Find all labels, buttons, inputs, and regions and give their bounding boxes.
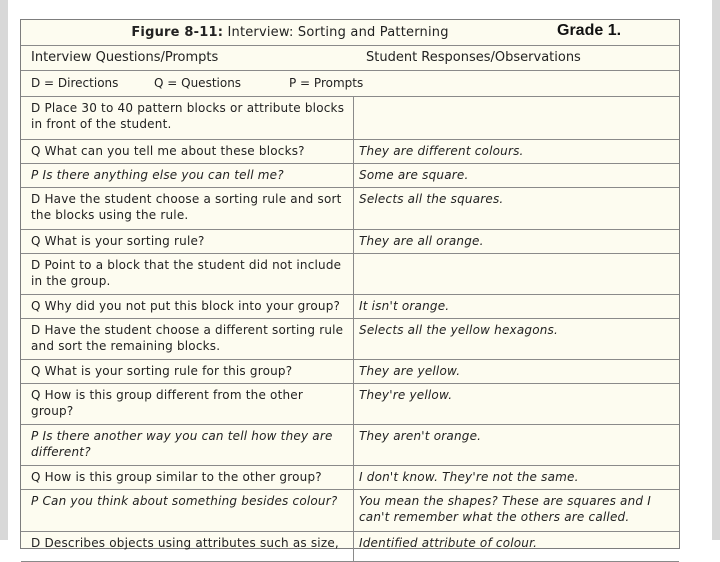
- column-headers: [21, 46, 679, 71]
- question-cell: Q How is this group different from the other group?: [21, 384, 354, 424]
- table-row: [21, 97, 679, 140]
- response-cell: Selects all the squares.: [359, 192, 504, 206]
- legend-questions: Q = Questions: [154, 76, 242, 90]
- response-cell: They are yellow.: [359, 364, 461, 378]
- question-cell: D Place 30 to 40 pattern blocks or attribute blocks in front of the student.: [21, 97, 354, 139]
- question-cell: P Is there anything else you can tell me?: [21, 164, 354, 187]
- left-border: [0, 0, 8, 540]
- response-cell: Identified attribute of colour.: [359, 536, 538, 550]
- response-cell: They aren't orange.: [359, 429, 482, 443]
- table-row: [21, 319, 679, 360]
- interview-sheet: [20, 19, 680, 549]
- question-cell: Q What is your sorting rule?: [21, 230, 354, 253]
- table-row: [21, 188, 679, 230]
- question-cell: D Describes objects using attributes such as size,: [21, 532, 354, 561]
- response-cell: They are all orange.: [359, 234, 484, 248]
- legend-prompts: P = Prompts: [289, 76, 364, 90]
- table-row: [21, 254, 679, 295]
- table-row: [21, 466, 679, 490]
- question-cell: Q Why did you not put this block into your group?: [21, 295, 354, 318]
- table-row: [21, 140, 679, 164]
- response-cell: [354, 254, 679, 294]
- question-cell: D Have the student choose a different sorting rule and sort the remaining blocks.: [21, 319, 354, 359]
- response-cell: They are different colours.: [359, 144, 524, 158]
- response-cell: I don't know. They're not the same.: [359, 470, 579, 484]
- question-cell: Q What is your sorting rule for this group?: [21, 360, 354, 383]
- response-cell: Selects all the yellow hexagons.: [359, 323, 559, 337]
- responses-column-header: Student Responses/Observations: [366, 50, 581, 65]
- response-cell: They're yellow.: [359, 388, 453, 402]
- interview-rows: [21, 97, 679, 562]
- table-row: [21, 230, 679, 254]
- question-cell: D Point to a block that the student did not include in the group.: [21, 254, 354, 294]
- table-row: [21, 164, 679, 188]
- table-row: [21, 425, 679, 466]
- right-border: [712, 0, 720, 540]
- grade-label: Grade 1.: [557, 22, 622, 39]
- table-row: [21, 532, 679, 562]
- response-cell: It isn't orange.: [359, 299, 450, 313]
- question-cell: Q What can you tell me about these blocks?: [21, 140, 354, 163]
- question-cell: D Have the student choose a sorting rule and sort the blocks using the rule.: [21, 188, 354, 229]
- response-cell: [354, 97, 679, 139]
- figure-number: Figure 8-11:: [131, 25, 224, 40]
- table-row: [21, 384, 679, 425]
- question-cell: P Is there another way you can tell how they are different?: [21, 425, 354, 465]
- question-cell: P Can you think about something besides colour?: [21, 490, 354, 531]
- response-cell: Some are square.: [359, 168, 469, 182]
- legend-directions: D = Directions: [31, 76, 119, 90]
- legend: [21, 71, 679, 97]
- table-row: [21, 360, 679, 384]
- table-row: [21, 295, 679, 319]
- table-row: [21, 490, 679, 532]
- figure-title-text: Interview: Sorting and Patterning: [227, 25, 449, 40]
- questions-column-header: Interview Questions/Prompts: [31, 50, 219, 65]
- question-cell: Q How is this group similar to the other group?: [21, 466, 354, 489]
- response-cell: You mean the shapes? These are squares and I can't remember what the others are called.: [359, 494, 651, 524]
